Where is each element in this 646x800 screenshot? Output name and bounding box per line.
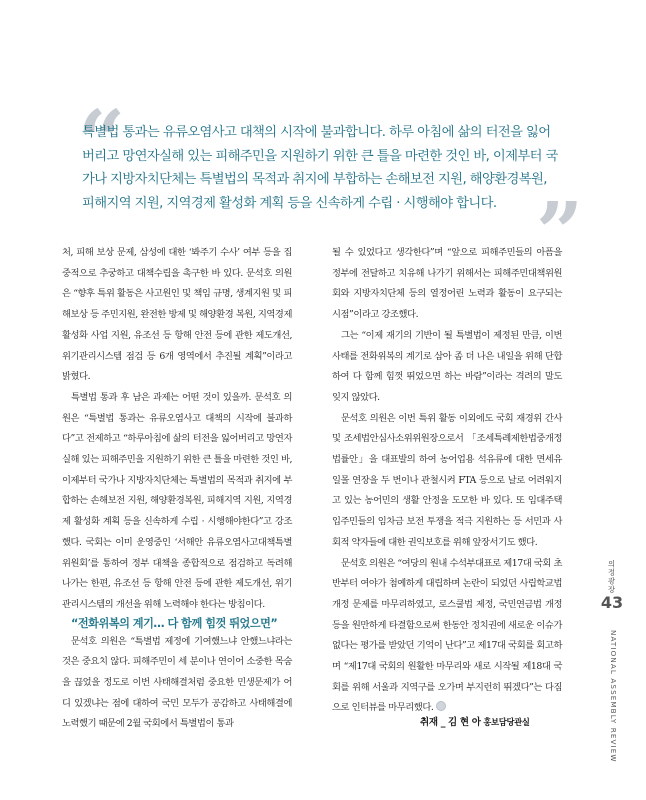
close-quote-mark: ” xyxy=(536,185,584,281)
left-paragraph-1: 처, 피해 보상 문제, 삼성에 대한 ‘봐주기 수사’ 여부 등을 집중적으로 추궁하고 대책수립을 촉구한 바 있다. 문석호 의원은 “향후 특위 활동은 사고원인 및 책임 규명, 생계지원 및 피해보상 등 주민지원, 완전한 방제 및 해양환경 복원, 지역경제 활성화 사업 지원, 유조선 등 항해 안전 등에 관한 제도개선, 위기관리시스템 점검 등 6개 영역에서 추진될 계획”이라고 밝혔다. xyxy=(62,247,292,383)
right-paragraph-4-text: 문석호 의원은 “여당의 원내 수석부대표로 제17대 국회 초반부터 여야가 첨예하게 대립하며 논란이 되었던 사립학교법 개정 문제를 마무리하였고, 로스쿨법 제정, 국민연금법 개정 등을 원만하게 타결함으로써 한동안 정치권에 새로운 이슈가 없다는 평가를 받았던 기억이 난다”고 제17대 국회를 회고하며 “제17대 국회의 원활한 마무리와 새로 시작될 제18대 국회를 위해 서울과 지역구를 오가며 부지런히 뛰겠다”는 다짐으로 인터뷰를 마무리했다. xyxy=(332,557,562,714)
byline-author: 김 현 아 xyxy=(447,717,481,728)
byline xyxy=(420,714,530,728)
left-column xyxy=(62,243,292,735)
right-paragraph-3: 문석호 의원은 이번 특위 활동 이외에도 국회 재경위 간사 및 조세법안심사소위위원장으로서 「조세특례제한법중개정법률안」을 대표발의 하여 농어업용 석유류에 대한 면세유 일몰 연장을 두 번이나 관철시켜 FTA 등으로 날로 어려워지고 있는 농어민의 생활 안정을 도모한 바 있다. 또 임대주택 입주민들의 임차금 보전 투쟁을 적극 지원하는 등 서민과 사회적 약자들에 대한 권익보호를 위해 앞장서기도 했다. xyxy=(332,412,562,548)
page-number: 43 xyxy=(600,593,624,612)
end-mark-icon xyxy=(436,701,446,711)
left-paragraph-3: 문석호 의원은 “특별법 제정에 기여했느냐 안했느냐라는 것은 중요치 않다. 피해주민이 세 분이나 연이어 소중한 목숨을 끊었을 정도로 이번 사태해결처럼 중요한 민생문제가 어디 있겠냐는 점에 대하여 국민 모두가 공감하고 사태해결에 노력했기 때문에 2월 국회에서 특별법이 통과 xyxy=(62,635,292,730)
right-column xyxy=(332,243,562,719)
left-paragraph-2: 특별법 통과 후 남은 과제는 어떤 것이 있을까. 문석호 의원은 “특별법 통과는 유류오염사고 대책의 시작에 불과하다”고 전제하고 “하루아침에 삶의 터전을 잃어버리고 망연자실해 있는 피해주민을 지원하기 위한 큰 틀을 마련한 것인 바, 이제부터 국가나 지방자치단체는 특별법의 목적과 취지에 부합하는 손해보전 지원, 해양환경복원, 피해지역 지원, 지역경제 활성화 계획 등을 신속하게 수립 · 시행해야한다”고 강조했다. 국회는 이미 운영중인 ‘서해안 유류오염사고대책특별위원회’를 통하여 정부 대책을 종합적으로 점검하고 독려해 나가는 한편, 유조선 등 항해 안전 등에 관한 제도개선, 위기관리시스템의 개선을 위해 노력해야 한다는 방침이다. xyxy=(62,391,292,610)
right-paragraph-1: 될 수 있었다고 생각한다”며 “앞으로 피해주민들의 아픔을 정부에 전달하고 치유해 나가기 위해서는 피해주민대책위원회와 지방자치단체 등의 열정어린 노력과 활동이 요구되는 시점”이라고 강조했다. xyxy=(332,247,562,321)
magazine-title: NATIONAL ASSEMBLY REVIEW xyxy=(609,630,618,763)
byline-org: 홍보담당관실 xyxy=(483,717,530,727)
section-subheading: “전화위복의 계기… 다 함께 힘껏 뛰었으면” xyxy=(71,616,278,630)
pull-quote-text: 특별법 통과는 유류오염사고 대책의 시작에 불과합니다. 하루 아침에 삶의 터전을 잃어버리고 망연자실해 있는 피해주민을 지원하기 위한 큰 틀을 마련한 것인 바, 이제부터 국가나 지방자치단체는 특별법의 목적과 취지에 부합하는 손해보전 지원, 해양환경복원, 피해지역 지원, 지역경제 활성화 계획 등을 신속하게 수립 · 시행해야 합니다. xyxy=(82,125,558,211)
pull-quote xyxy=(78,93,584,281)
right-paragraph-4 xyxy=(332,554,562,720)
right-paragraph-2: 그는 “이제 재기의 기반이 될 특별법이 제정된 만큼, 이번 사태를 전화위복의 계기로 삼아 좀 더 나은 내일을 위해 단합하여 다 함께 힘껏 뛰었으면 하는 바람”이라는 격려의 말도 잊지 않았다. xyxy=(332,329,562,403)
open-quote-mark: “ xyxy=(78,93,126,189)
section-label: 의정광장 xyxy=(607,560,616,594)
byline-label: 취재 _ xyxy=(420,717,446,728)
